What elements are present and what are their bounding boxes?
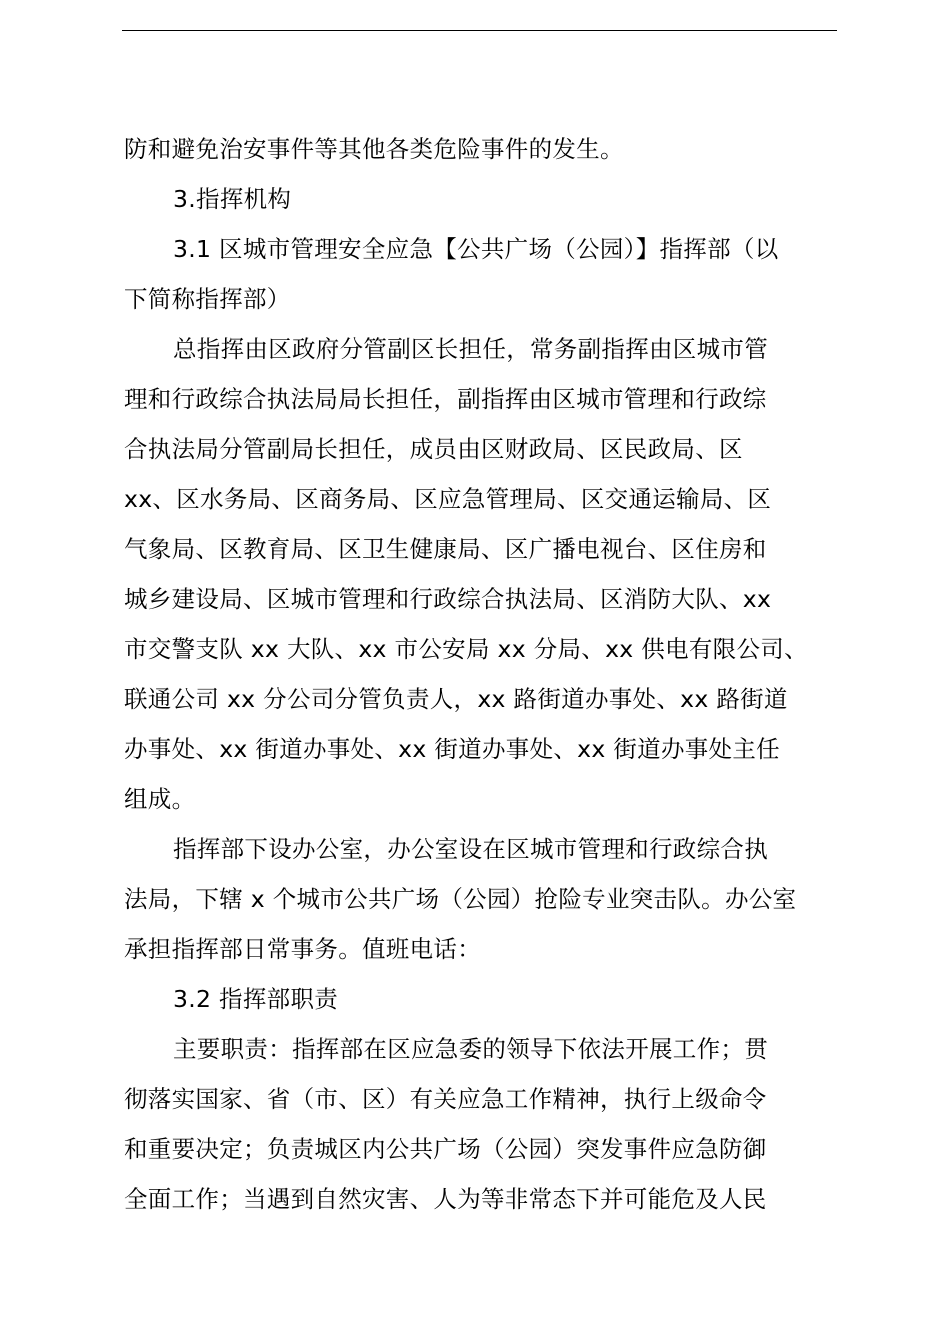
text-line: 合执法局分管副局长担任，成员由区财政局、区民政局、区	[124, 435, 743, 463]
subsection-heading: 3.1 区城市管理安全应急【公共广场（公园）】指挥部（以	[173, 235, 779, 263]
subsection-heading: 3.2 指挥部职责	[173, 985, 339, 1013]
text-line: 总指挥由区政府分管副区长担任，常务副指挥由区城市管	[173, 335, 768, 363]
text-line: 彻落实国家、省（市、区）有关应急工作精神，执行上级命令	[124, 1085, 767, 1113]
text-line: 指挥部下设办公室，办公室设在区城市管理和行政综合执	[173, 835, 768, 863]
text-line: 法局，下辖 x 个城市公共广场（公园）抢险专业突击队。办公室	[124, 885, 797, 913]
text-line: 主要职责：指挥部在区应急委的领导下依法开展工作；贯	[173, 1035, 768, 1063]
text-line: 下简称指挥部）	[124, 285, 291, 313]
text-line: 组成。	[124, 785, 196, 813]
text-line: 承担指挥部日常事务。值班电话：	[124, 935, 481, 963]
text-line: 市交警支队 xx 大队、xx 市公安局 xx 分局、xx 供电有限公司、	[124, 635, 808, 663]
text-line: 全面工作；当遇到自然灾害、人为等非常态下并可能危及人民	[124, 1185, 767, 1213]
text-line: 气象局、区教育局、区卫生健康局、区广播电视台、区住房和	[124, 535, 767, 563]
text-line: 防和避免治安事件等其他各类危险事件的发生。	[124, 135, 624, 163]
text-line: xx、区水务局、区商务局、区应急管理局、区交通运输局、区	[124, 485, 772, 513]
text-line: 联通公司 xx 分公司分管负责人，xx 路街道办事处、xx 路街道	[124, 685, 788, 713]
text-line: 办事处、xx 街道办事处、xx 街道办事处、xx 街道办事处主任	[124, 735, 780, 763]
header-rule	[122, 30, 837, 31]
section-heading: 3.指挥机构	[173, 185, 292, 213]
text-line: 和重要决定；负责城区内公共广场（公园）突发事件应急防御	[124, 1135, 767, 1163]
text-line: 理和行政综合执法局局长担任，副指挥由区城市管理和行政综	[124, 385, 767, 413]
text-line: 城乡建设局、区城市管理和行政综合执法局、区消防大队、xx	[124, 585, 772, 613]
